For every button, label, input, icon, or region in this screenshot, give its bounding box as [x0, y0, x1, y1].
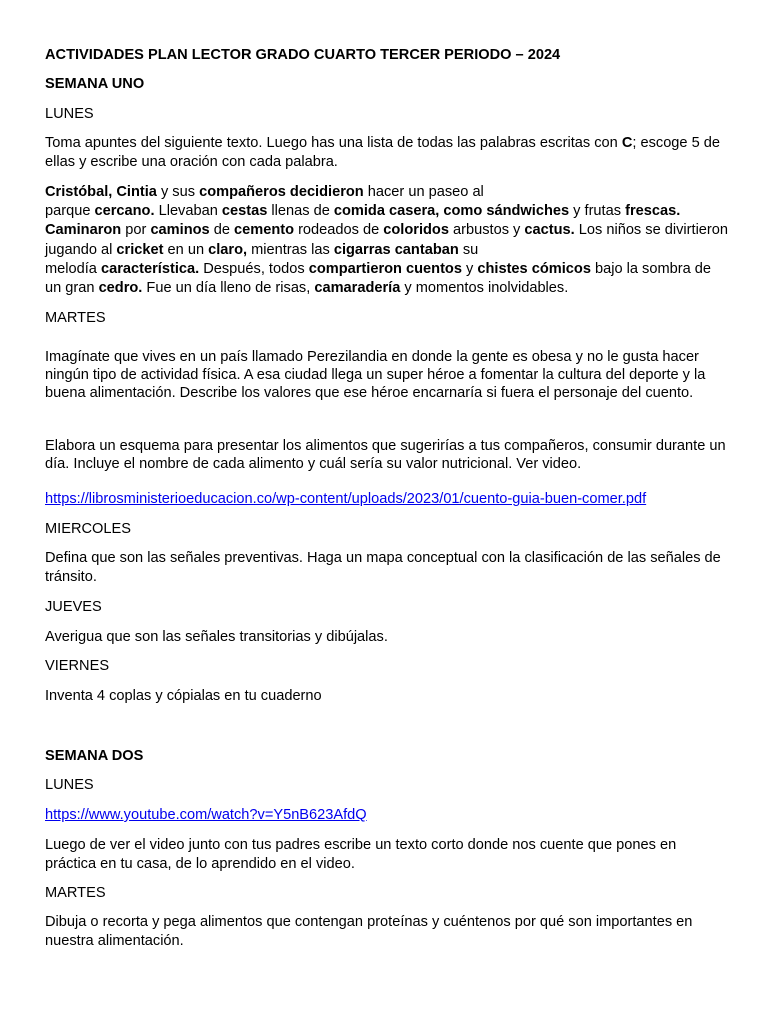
week1-jueves-text: Averigua que son las señales transitorias y dibújalas. — [45, 629, 388, 645]
youtube-video-link[interactable]: https://www.youtube.com/watch?v=Y5nB623AfdQ — [45, 807, 367, 823]
week1-miercoles-day: MIERCOLES — [45, 521, 131, 537]
week2-lunes-text: Luego de ver el video junto con tus padres escribe un texto corto donde nos cuente que pones en práctica en tu casa, de lo aprendido en el video. — [45, 837, 677, 873]
document-title: ACTIVIDADES PLAN LECTOR GRADO CUARTO TERCER PERIODO – 2024 — [45, 47, 561, 63]
week1-miercoles-text: Defina que son las señales preventivas. Haga un mapa conceptual con la clasificación de las señales de tránsito. — [45, 550, 721, 586]
week1-lunes-instruction: Toma apuntes del siguiente texto. Luego has una lista de todas las palabras escritas con C; escoge 5 de ellas y escribe una oración con cada palabra. — [45, 135, 721, 171]
guia-buen-comer-link[interactable]: https://librosministerioeducacion.co/wp-content/uploads/2023/01/cuento-guia-buen-comer.pdf — [45, 491, 647, 507]
week1-martes-paragraph-2: Elabora un esquema para presentar los alimentos que sugerirías a tus compañeros, consumir durante un día. Incluye el nombre de cada alimento y cuál sería su valor nutricional. Ver video. — [45, 438, 726, 472]
week1-lunes-day: LUNES — [45, 106, 94, 122]
week1-heading: SEMANA UNO — [45, 76, 145, 92]
week2-martes-day: MARTES — [45, 885, 106, 901]
week1-martes-link-line — [45, 490, 730, 509]
week1-viernes-day: VIERNES — [45, 658, 110, 674]
week2-heading: SEMANA DOS — [45, 748, 144, 764]
week1-jueves-day: JUEVES — [45, 599, 102, 615]
week2-martes-text: Dibuja o recorta y pega alimentos que contengan proteínas y cuéntenos por qué son importantes en nuestra alimentación. — [45, 914, 693, 950]
week1-lunes-story: Cristóbal, Cintia y sus compañeros decidieron hacer un paseo al parque cercano. Llevaban cestas llenas de comida casera, como sándwiches y frutas frescas. Caminaron por caminos de cemento rodeados de coloridos arbustos y cactus. Los niños se divirtieron jugando al cricket en un claro, mientras las cigarras cantaban su melodía característica. Después, todos compartieron cuentos y chistes cómicos bajo la sombra de un gran cedro. Fue un día lleno de risas, camaradería y momentos inolvidables. — [45, 184, 729, 297]
week1-martes-paragraph-1: Imagínate que vives en un país llamado Perezilandia en donde la gente es obesa y no le gusta hacer ningún tipo de actividad física. A esa ciudad llega un super héroe a fomentar la cultura del deporte y la buena alimentación. Describe los valores que ese héroe encarnaría si fuera el personaje del cuento. — [45, 349, 706, 401]
week2-lunes-link-line — [45, 806, 730, 825]
week2-lunes-day: LUNES — [45, 777, 94, 793]
week1-viernes-text: Inventa 4 coplas y cópialas en tu cuaderno — [45, 688, 322, 704]
week1-martes-day: MARTES — [45, 310, 106, 326]
